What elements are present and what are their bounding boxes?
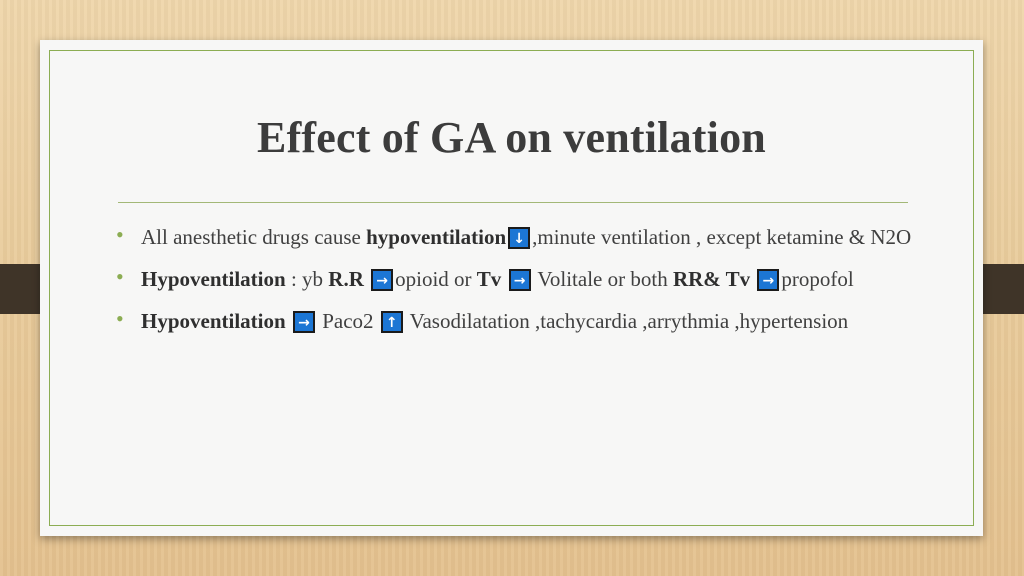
- bullet-bold-term: R.R: [328, 267, 364, 291]
- bullet-bold-term: hypoventilation: [366, 225, 507, 249]
- bullet-bold-term: Hypoventilation: [141, 267, 286, 291]
- bullet-bold-term: Tv: [476, 267, 502, 291]
- bullet-text: Paco2: [316, 309, 379, 333]
- bullet-text: opioid or: [395, 267, 477, 291]
- bullet-text: ,minute ventilation , except ketamine & N2O: [532, 225, 912, 249]
- slide-title: Effect of GA on ventilation: [257, 113, 766, 162]
- up-arrow-icon: ↑: [381, 311, 403, 333]
- right-arrow-icon: →: [371, 269, 393, 291]
- right-arrow-icon: →: [293, 311, 315, 333]
- bullet-bold-term: RR& Tv: [672, 267, 751, 291]
- bullet-text: : yb: [285, 267, 329, 291]
- right-arrow-icon: →: [757, 269, 779, 291]
- bullet-dot-icon: •: [116, 222, 124, 247]
- bullet-item-1: [115, 222, 935, 252]
- bullet-item-3: [115, 306, 935, 336]
- bullet-text: propofol: [781, 267, 854, 291]
- slide: [40, 40, 983, 536]
- bullet-text: All anesthetic drugs cause: [141, 225, 367, 249]
- down-arrow-icon: ↓: [508, 227, 530, 249]
- title-divider: [118, 202, 908, 203]
- right-arrow-icon: →: [509, 269, 531, 291]
- bullet-dot-icon: •: [116, 306, 124, 331]
- bullet-text: Vasodilatation ,tachycardia ,arrythmia ,hypertension: [404, 309, 849, 333]
- bullet-bold-term: Hypoventilation: [141, 309, 286, 333]
- bullet-text: Volitale or both: [532, 267, 673, 291]
- bullet-list: [115, 222, 935, 348]
- bullet-item-2: [115, 264, 935, 294]
- bullet-dot-icon: •: [116, 264, 124, 289]
